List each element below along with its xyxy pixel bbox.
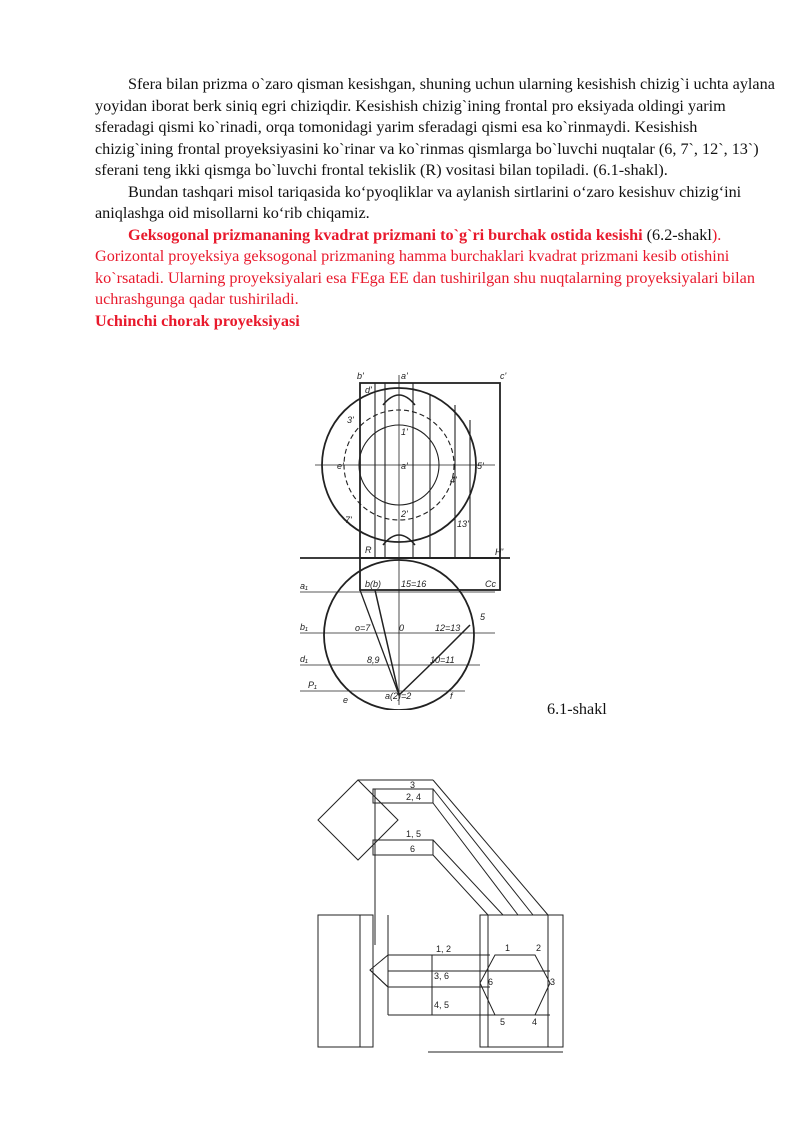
figure-6-2 xyxy=(310,775,575,1060)
paragraph-3-rest: ). Gorizontal proyeksiya geksogonal prizmaning hamma burchaklari kvadrat prizmani kesib otishini ko`rsatadi. Ularning proyeksiyalari esa FEga EE dan tushirilgan shu nuqtalarning proyeksiyalari bilan uchrashgunga qadar tushiriladi. xyxy=(95,225,755,308)
label-1213: 12=13 xyxy=(435,623,461,633)
label-h1: H' xyxy=(495,547,504,557)
paragraph-2: Bundan tashqari misol tariqasida ko‘pyoqliklar va aylanish sirtlarini o‘zaro kesishuv chizig‘ini aniqlashga oid misollarni ko‘rib chiqamiz. xyxy=(95,182,742,222)
figure-6-1-caption: 6.1-shakl xyxy=(547,700,607,718)
label-ax3: d₁ xyxy=(300,654,308,664)
label-o7: o=7 xyxy=(355,623,371,633)
label-d1: d' xyxy=(365,385,372,395)
fig2-hex-6: 6 xyxy=(488,977,494,987)
fig2-label-6: 6 xyxy=(410,844,416,854)
label-h5: 5 xyxy=(480,612,486,622)
label-1: 1' xyxy=(401,427,408,437)
fig2-hex-2: 2 xyxy=(536,943,542,953)
label-o: 0 xyxy=(399,623,405,633)
paragraph-3 xyxy=(95,225,775,311)
label-ax2: b₁ xyxy=(300,622,308,632)
label-1011: 10=11 xyxy=(430,655,455,665)
label-e1: e' xyxy=(337,461,344,471)
label-a1: a' xyxy=(401,371,408,381)
fig2-hex-4: 4 xyxy=(532,1017,538,1027)
label-r: R xyxy=(365,545,372,555)
fig2-label-m45: 4, 5 xyxy=(434,1000,450,1010)
fig2-label-m36: 3, 6 xyxy=(434,971,450,981)
label-b1: b' xyxy=(357,371,364,381)
figure-6-1 xyxy=(295,365,520,710)
label-5: 5' xyxy=(477,461,484,471)
label-89: 8,9 xyxy=(367,655,380,665)
fig2-label-m12: 1, 2 xyxy=(436,944,452,954)
label-cc: Cc xyxy=(485,579,496,589)
label-a2: a(2)=2 xyxy=(385,691,412,701)
label-hb: b(b) xyxy=(365,579,382,589)
fig2-hex-3: 3 xyxy=(550,977,556,987)
label-7: 7' xyxy=(345,515,352,525)
paragraph-3-ref: (6.2-shakl xyxy=(642,225,712,244)
paragraph-1: Sfera bilan prizma o`zaro qisman kesishgan, shuning uchun ularning kesishish chizig`i uchta aylana yoyidan iborat berk siniq egri chiziqdir. Kesishish chizig`ining frontal pro eksiyada oldingi yarim sferadagi qismi ko`rinadi, orqa tomonidagi yarim sferadagi qismi esa ko`rinmaydi. Kesishish chizig`ining frontal proyeksiyasini ko`rinar va ko`rinmas qismlarga bo`luvchi nuqtalar (6, 7`, 12`, 13`) sferani teng ikki qismga bo`luvchi frontal tekislik (R) vositasi bilan topiladi. (6.1-shakl). xyxy=(95,75,775,179)
fig2-label-24: 2, 4 xyxy=(406,792,422,802)
label-4: 4' xyxy=(450,475,457,485)
label-2: 2' xyxy=(401,509,408,519)
label-1516: 15=16 xyxy=(401,579,427,589)
fig2-label-3: 3 xyxy=(410,780,416,790)
label-ax4: P₁ xyxy=(308,680,317,690)
body-text xyxy=(95,74,775,332)
label-13: 13' xyxy=(457,519,469,529)
paragraph-3-bold: Geksogonal prizmananing kvadrat prizmani to`g`ri burchak ostida kesishi xyxy=(128,225,643,244)
section-heading: Uchinchi chorak proyeksiyasi xyxy=(95,311,300,330)
label-e: e xyxy=(343,695,349,705)
label-a1b: a' xyxy=(401,461,408,471)
label-ax1: a₁ xyxy=(300,581,308,591)
label-3: 3' xyxy=(347,415,354,425)
fig2-hex-1: 1 xyxy=(505,943,511,953)
fig2-hex-5: 5 xyxy=(500,1017,506,1027)
label-c1: c' xyxy=(500,371,507,381)
fig2-label-15: 1, 5 xyxy=(406,829,422,839)
label-f: f xyxy=(450,691,453,701)
